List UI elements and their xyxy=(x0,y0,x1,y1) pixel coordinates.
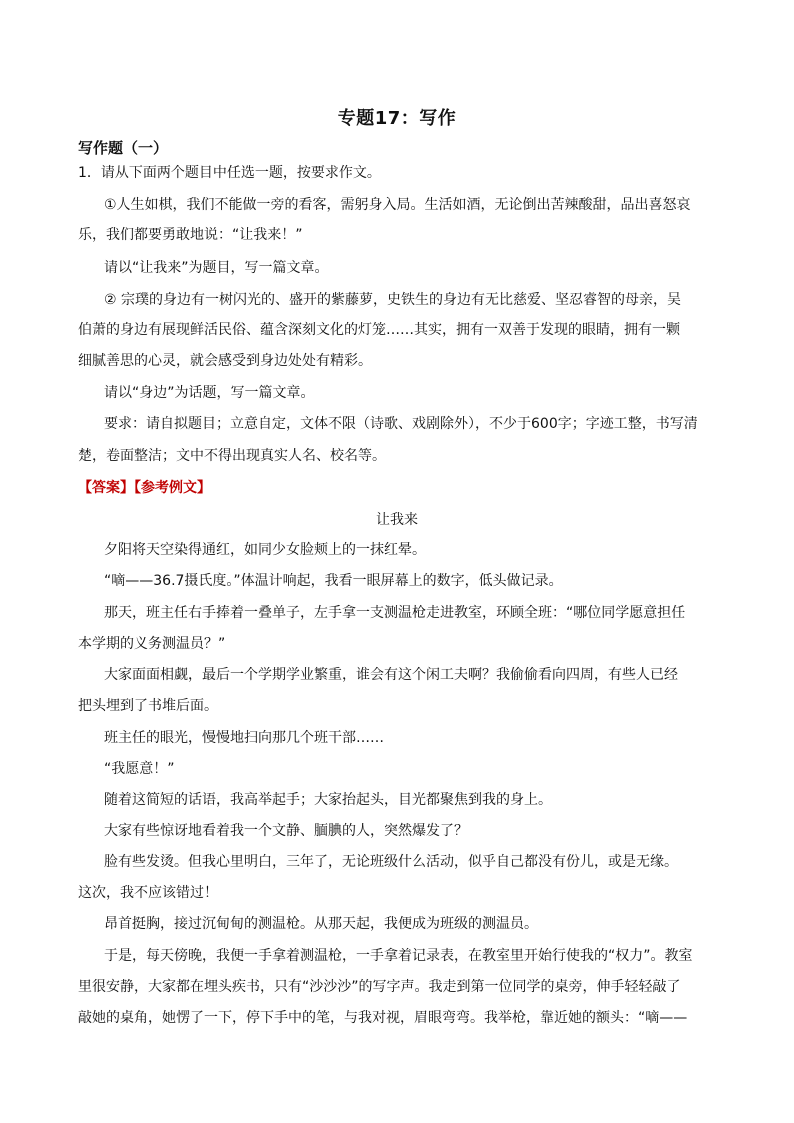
question-line: 请以“身边”为话题，写一篇文章。 xyxy=(104,385,315,401)
essay-line: 这次，我不应该错过！ xyxy=(78,885,218,901)
question-line: 楚，卷面整洁；文中不得出现真实人名、校名等。 xyxy=(78,448,386,464)
question-line: 伯萧的身边有展现鲜活民俗、蕴含深刻文化的灯笼……其实，拥有一双善于发现的眼睛，拥有一颗 xyxy=(78,322,680,338)
essay-line: 班主任的眼光，慢慢地扫向那几个班干部…… xyxy=(104,730,384,746)
essay-line: 脸有些发烫。但我心里明白，三年了，无论班级什么活动，似乎自己都没有份儿，或是无缘。 xyxy=(104,854,678,870)
essay-line: 昂首挺胸，接过沉甸甸的测温枪。从那天起，我便成为班级的测温员。 xyxy=(104,916,538,932)
essay-line: 把头埋到了书堆后面。 xyxy=(78,698,218,714)
question-line: 细腻善思的心灵，就会感受到身边处处有精彩。 xyxy=(78,353,372,369)
question-line: 请以“让我来”为题目，写一篇文章。 xyxy=(104,260,329,276)
essay-line: 夕阳将天空染得通红，如同少女脸颊上的一抹红晕。 xyxy=(104,542,426,558)
essay-line: 敲她的桌角，她愣了一下，停下手中的笔，与我对视，眉眼弯弯。我举枪，靠近她的额头：“嘀—— xyxy=(78,1010,688,1026)
essay-line: 那天，班主任右手捧着一叠单子，左手拿一支测温枪走进教室，环顾全班：“哪位同学愿意担任 xyxy=(104,605,686,621)
essay-line: 随着这简短的话语，我高举起手；大家抬起头，目光都聚焦到我的身上。 xyxy=(104,792,552,808)
essay-line: 大家有些惊讶地看着我一个文静、腼腆的人，突然爆发了？ xyxy=(104,823,468,839)
essay-line: 里很安静，大家都在埋头疾书，只有“沙沙沙”的写字声。我走到第一位同学的桌旁，伸手轻轻敲了 xyxy=(78,979,681,995)
essay-line: 大家面面相觑，最后一个学期学业繁重，谁会有这个闲工夫啊？我偷偷看向四周，有些人已经 xyxy=(104,667,678,683)
question-line: ② 宗璞的身边有一树闪光的、盛开的紫藤萝，史铁生的身边有无比慈爱、坚忍睿智的母亲，吴 xyxy=(104,292,681,308)
essay-line: 于是，每天傍晚，我便一手拿着测温枪，一手拿着记录表，在教室里开始行使我的“权力”。教室 xyxy=(104,948,693,964)
question-line: 1．请从下面两个题目中任选一题，按要求作文。 xyxy=(78,165,381,181)
question-line: 乐，我们都要勇敢地说：“让我来！” xyxy=(78,227,303,243)
essay-line: “我愿意！” xyxy=(104,761,175,777)
essay-line: 本学期的义务测温员？” xyxy=(78,636,226,652)
essay-title: 让我来 xyxy=(376,512,418,528)
essay-line: “嘀——36.7摄氏度。”体温计响起，我看一眼屏幕上的数字，低头做记录。 xyxy=(104,573,563,589)
question-line: ①人生如棋，我们不能做一旁的看客，需躬身入局。生活如酒，无论倒出苦辣酸甜，品出喜怒哀 xyxy=(104,197,691,213)
question-line: 要求：请自拟题目；立意自定，文体不限（诗歌、戏剧除外），不少于600字；字迹工整，书写清 xyxy=(104,416,698,432)
section-heading: 写作题（一） xyxy=(78,139,169,157)
page-title: 专题17：写作 xyxy=(337,108,457,129)
answer-label: 【答案】【参考例文】 xyxy=(78,480,211,496)
